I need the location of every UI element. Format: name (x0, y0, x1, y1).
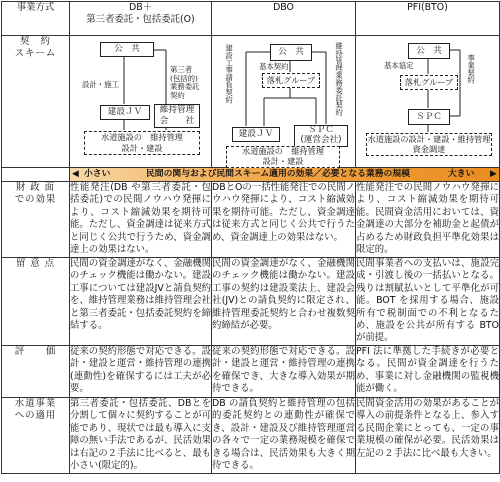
finance-row (2, 182, 500, 258)
header-dbplus (70, 2, 212, 36)
arrow-small-label: 小さい (84, 169, 111, 179)
pfi-spc-box: ＳＰＣ (408, 109, 450, 125)
pfi-scheme-diagram (356, 36, 500, 168)
caution-pfi: 民間事業者への支払いは、施設完成・引渡し後の一括払いとなる。残りは割賦払いとして平準化が可能。BOT を採用する場合、施設所有で税制面での不利となるため、施設を公共が所有する BTO が前提。 (356, 258, 500, 346)
finance-dbo: DBとOの一括性能発注での民間ノウハウ発揮により、コスト縮減効果を期待可能。ただし、資金調達は従来方式と同じく公共で行うため、資金調達上の効果はない。 (212, 182, 356, 258)
dbplus-construction-jv-box: 建設ＪＶ (100, 105, 150, 120)
finance-label: 財 政 面 での効果 (2, 182, 70, 258)
water-dbplus: 第三者委託・包括委託、DBとを分割して個々に契約することが可能であり、現状では最も導入に支障の無い手法であるが、民活効果は右記の２手法に比べると、最も小さい(限定的)。 (70, 398, 212, 474)
finance-dbplus: 性能発注(DB や第三者委託・包括委託)での民間ノウハウ発揮により、コスト縮減効果を期待可能。ただし、資金調達は従来方式と同じく公共で行うため、資金調達上の効果はない。 (70, 182, 212, 258)
arrow-large-label: 大きい (448, 169, 475, 179)
water-dbo: DB の請負契約と維持管理の包括的委託契約との連動性が確保でき、設計・建設及び維持管理運営の各々で一定の業務規模を確保できる場合は、民活効果も大きく期待できる。 (212, 398, 356, 474)
arrow-row-blank (2, 168, 70, 182)
scheme-label-line1: 契 約 (19, 36, 52, 47)
evaluation-dbplus: 従来の契約形態で対応できる。設計・建設と運営・維持管理の連携(連動性)を確保するには工夫が必要。 (70, 346, 212, 398)
dbo-maintenance-contract-label: 維持管理業務委託契約 (334, 42, 344, 116)
dbo-scheme-diagram (212, 36, 356, 168)
arrow-middle-label: 民間の関与および民間スキーム適用の効果／必要となる業務の規模 (146, 169, 410, 179)
comparison-table (1, 1, 500, 474)
caution-dbo: 民間の資金調達がなく、金融機関のチェック機能は働かない。建設工事の契約は建設業法上、建設会社(JV)との請負契約に限定され、維持管理委託契約と合わせ複数契約締結が必要。 (212, 258, 356, 346)
effect-scale-arrow (70, 168, 500, 182)
caution-label: 留 意 点 (2, 258, 70, 346)
header-pfi: PFI(BTO) (356, 2, 500, 36)
effect-scale-gradient (70, 168, 499, 181)
scheme-row (2, 36, 500, 168)
dbplus-public-box: 公 共 (100, 42, 154, 57)
pfi-project-contract-label: 事業契約 (466, 54, 476, 84)
arrow-row (2, 168, 500, 182)
evaluation-pfi: PFI 法に準拠した手続きが必要となる。民間が資金調達を行うため、事業に対し金融機関の監視機能が働く。 (356, 346, 500, 398)
dbplus-design-contract-label: 設計・施工 (82, 80, 119, 89)
water-row (2, 398, 500, 474)
dbo-winning-group-box: 落札グループ (262, 73, 320, 88)
dbplus-scheme-diagram (70, 36, 212, 168)
water-label: 水道事業 への適用 (2, 398, 70, 474)
header-dbplus-line2: 第三者委託・包括委託(O) (86, 14, 195, 26)
pfi-facility-box: 水道施設の設計・建設・維持管理 資金調達 (367, 134, 491, 154)
arrow-left-marker: ◀ (72, 169, 79, 179)
dbo-construction-jv-box: 建設ＪＶ (232, 127, 280, 142)
dbo-spc-box: ＳＰＣ (運営会社) (294, 125, 348, 147)
dbplus-third-party-label: 第三者 (包括的) 業務委託 契約 (170, 65, 200, 100)
dbplus-facility-box: 水道施設の 維持管理 設計・建設 (84, 131, 200, 155)
evaluation-row (2, 346, 500, 398)
scheme-label-line2: スキーム (14, 48, 57, 60)
pfi-winning-group-box: 落札グループ (400, 75, 458, 90)
arrow-right-marker: ▶ (490, 169, 497, 179)
header-dbplus-line1: DB＋ (128, 2, 153, 13)
dbo-construction-contract-label: 建設工事請負契約 (224, 44, 234, 104)
dbo-basic-agreement-label: 基本契約 (259, 62, 289, 71)
evaluation-dbo: 従来の契約形態で対応できる。設計・建設と運営・維持管理の連携を確保でき、大きな導入効果が期待できる。 (212, 346, 356, 398)
pfi-basic-agreement-label: 基本協定 (384, 61, 414, 70)
caution-row (2, 258, 500, 346)
dbplus-maintenance-company-box: 維持管理 会 社 (154, 104, 200, 128)
finance-pfi: 性能発注での民間ノウハウ発揮により、コスト縮減効果を期待可能。民間資金活用においては、資金調達の大部分を補助金と起債が占めるため財政負担平準化効果は限定的。 (356, 182, 500, 258)
evaluation-label: 評 価 (2, 346, 70, 398)
caution-dbplus: 民間の資金調達がなく、金融機関のチェック機能は働かない。建設工事については建設JVと請負契約を、維持管理業務は維持管理会社と第三者委託・包括委託契約を締結する。 (70, 258, 212, 346)
dbo-facility-box: 水道施設の 維持管理 設計・建設 (226, 146, 340, 168)
header-dbo: DBO (212, 2, 356, 36)
header-method-label: 事業方式 (2, 2, 70, 36)
scheme-label (2, 36, 70, 168)
pfi-public-box: 公 共 (408, 43, 450, 59)
header-row (2, 2, 500, 36)
dbo-public-box: 公 共 (270, 44, 312, 61)
water-pfi: 民間資金活用の効果があることが導入の前提条件となる上、参入する民間企業にとっても、一定の事業規模の確保が必要。民活効果は左記の２手法に比べ最も大きい。 (356, 398, 500, 474)
